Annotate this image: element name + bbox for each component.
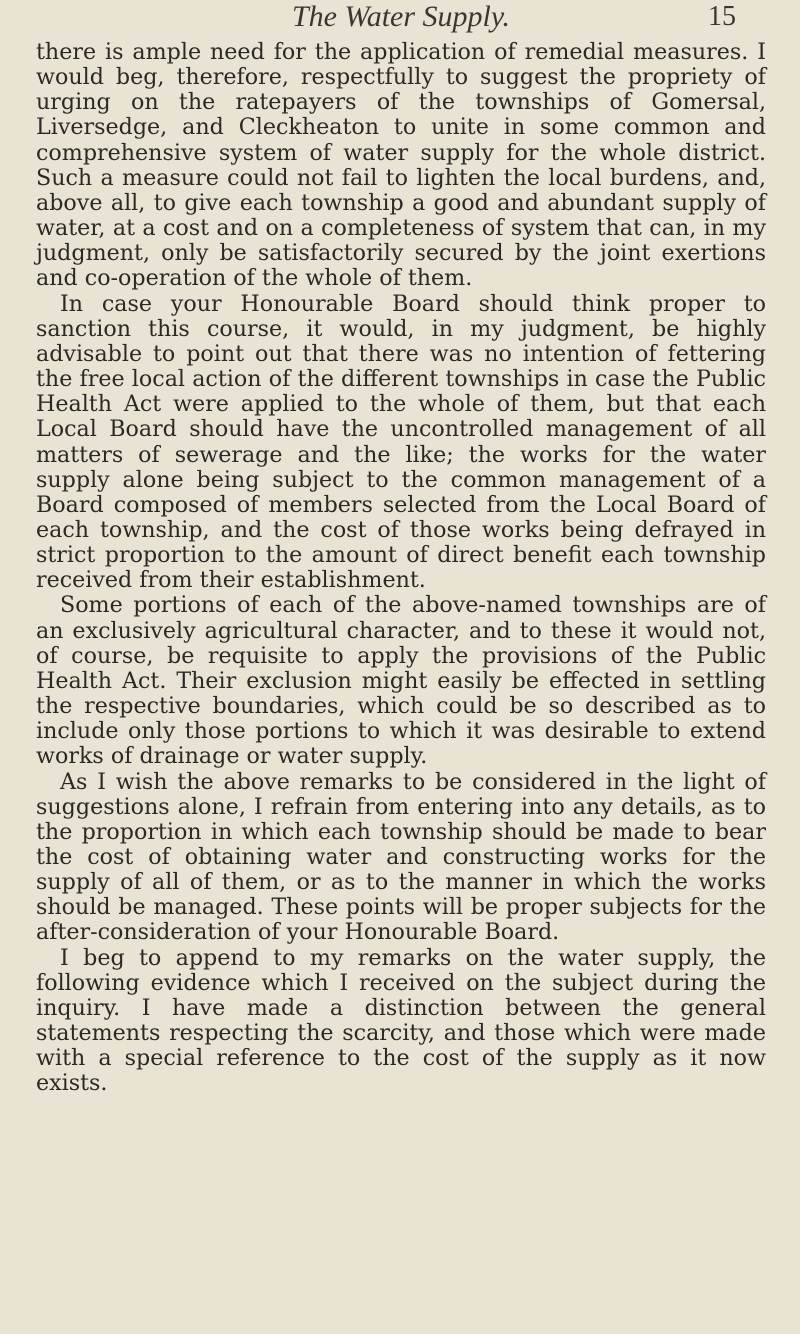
page-number: 15 (708, 1, 736, 32)
paragraph-evidence: I beg to append to my remarks on the water supply, the following evidence which I received on the subject during the inquiry. I have made a distinction between the general statements respecting the scarcity, and those which were made with a special reference to the cost of the supply as it now exists. (36, 944, 766, 1097)
running-head (36, 0, 766, 40)
body-text (36, 40, 766, 1097)
running-title: The Water Supply. (291, 0, 511, 33)
paragraph-continuation: there is ample need for the application of remedial measures. I would beg, therefore, respectfully to suggest the propriety of urging on the ratepayers of the townships of Gomersal, Liversedge, and Cleckheaton to unite in some common and comprehensive system of water supply for the whole district. Such a measure could not fail to lighten the local burdens, and, above all, to give each township a good and abundant supply of water, at a cost and on a completeness of system that can, in my judgment, only be satisfactorily secured by the joint exertions and co-operation of the whole of them. (36, 39, 766, 292)
paragraph-agricultural-portions: Some portions of each of the above-named townships are of an exclusively agricultural character, and to these it would not, of course, be requisite to apply the provisions of the Public Health Act. Their exclusion might easily be effected in settling the respective boundaries, which could be so described as to include only those portions to which it was desirable to extend works of drainage or water supply. (36, 592, 766, 770)
paragraph-honourable-board: In case your Honourable Board should think proper to sanction this course, it would, in my judgment, be highly advisable to point out that there was no intention of fettering the free local action of the different townships in case the Public Health Act were applied to the whole of them, but that each Local Board should have the uncontrolled management of all matters of sewerage and the like; the works for the water supply alone being subject to the common management of a Board composed of members selected from the Local Board of each township, and the cost of those works being defrayed in strict proportion to the amount of direct benefit each township received from their establishment. (36, 290, 766, 594)
paragraph-suggestions: As I wish the above remarks to be considered in the light of suggestions alone, I refrain from entering into any details, as to the proportion in which each township should be made to bear the cost of obtaining water and constructing works for the supply of all of them, or as to the manner in which the works should be managed. These points will be proper subjects for the after-consideration of your Honourable Board. (36, 768, 766, 946)
